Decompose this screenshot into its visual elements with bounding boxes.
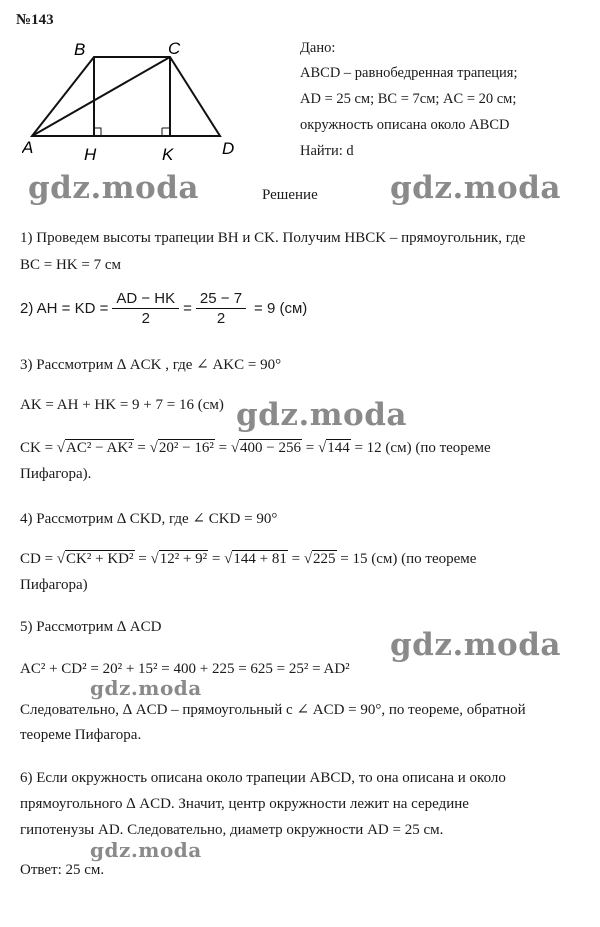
step6-line1: 6) Если окружность описана около трапеции ABCD, то она описана и около <box>20 770 506 786</box>
step5-line3: Следовательно, ∆ ACD – прямоугольный с ∠ ACD = 90°, по теореме, обратной <box>20 702 526 718</box>
watermark-4: gdz.moda <box>390 627 561 663</box>
watermark-2: gdz.moda <box>390 170 561 206</box>
fraction-25-7 <box>196 290 246 327</box>
label-h: H <box>84 145 97 164</box>
step6-line3: гипотенузы AD. Следовательно, диаметр окружности AD = 25 см. <box>20 822 444 838</box>
solution-title: Решение <box>262 187 318 203</box>
step6-line2: прямоугольного ∆ ACD. Значит, центр окружности лежит на середине <box>20 796 469 812</box>
step2-result: = 9 (см) <box>254 300 308 317</box>
label-b: B <box>74 40 86 59</box>
watermark-3: gdz.moda <box>236 397 407 433</box>
trapezoid-abcd <box>32 57 220 136</box>
watermark-6: gdz.moda <box>90 838 202 862</box>
problem-number: №143 <box>16 12 54 28</box>
diagonal-ac <box>32 57 170 136</box>
step3-line2: AK = AH + HK = 9 + 7 = 16 (см) <box>20 397 224 413</box>
sqrt-20-16: √20² − 16² <box>149 440 214 456</box>
label-d: D <box>222 139 235 158</box>
given-line-2: AD = 25 см; BC = 7см; AC = 20 см; <box>300 91 517 107</box>
step4-line1: 4) Рассмотрим ∆ CKD, где ∠ CKD = 90° <box>20 511 278 527</box>
fraction-1-numerator: AD − HK <box>112 290 179 309</box>
step2-equals: = <box>183 300 192 317</box>
given-header: Дано: <box>300 40 336 56</box>
step4-line3: Пифагора) <box>20 577 88 593</box>
label-k: K <box>162 145 174 164</box>
cd-prefix: CD = <box>20 551 57 567</box>
step4-cd-equation: CD = √CK² + KD² = √12² + 9² = √144 + 81 = √225 = 15 (см) (по теореме <box>20 551 477 567</box>
step1-line2: BC = HK = 7 см <box>20 257 121 273</box>
step2-prefix: 2) AH = KD = <box>20 300 109 317</box>
step5-line4: теореме Пифагора. <box>20 727 142 743</box>
given-line-1: ABCD – равнобедренная трапеция; <box>300 65 518 81</box>
sqrt-144: √144 <box>317 440 350 456</box>
sqrt-225: √225 <box>303 551 336 567</box>
step2-equation <box>20 290 307 327</box>
sqrt-ck-kd: √CK² + KD² <box>56 551 134 567</box>
fraction-ad-hk <box>112 290 179 327</box>
step3-ck-equation: CK = √AC² − AK² = √20² − 16² = √400 − 256 = √144 = 12 (см) (по теореме <box>20 440 491 456</box>
trapezoid-figure <box>22 38 252 166</box>
sqrt-12-9: √12² + 9² <box>150 551 208 567</box>
label-c: C <box>168 39 181 58</box>
step1-line1: 1) Проведем высоты трапеции BH и CK. Получим HBCK – прямоугольник, где <box>20 230 526 246</box>
sqrt-ac-ak: √AC² − AK² <box>56 440 133 456</box>
given-find: Найти: d <box>300 143 354 159</box>
answer: Ответ: 25 см. <box>20 862 105 878</box>
right-angle-mark-h <box>94 128 101 136</box>
ck-prefix: CK = <box>20 440 57 456</box>
watermark-1: gdz.moda <box>28 170 199 206</box>
watermark-5: gdz.moda <box>90 676 202 700</box>
label-a: A <box>22 138 34 157</box>
given-line-3: окружность описана около ABCD <box>300 117 510 133</box>
step5-line1: 5) Рассмотрим ∆ ACD <box>20 619 162 635</box>
step3-line1: 3) Рассмотрим ∆ ACK , где ∠ AKC = 90° <box>20 357 282 373</box>
fraction-2-denominator: 2 <box>216 310 226 327</box>
cd-result: = 15 (см) (по теореме <box>336 551 477 567</box>
ck-result: = 12 (см) (по теореме <box>350 440 491 456</box>
fraction-2-numerator: 25 − 7 <box>196 290 246 309</box>
step3-line4: Пифагора). <box>20 466 92 482</box>
fraction-1-denominator: 2 <box>141 310 150 327</box>
sqrt-400-256: √400 − 256 <box>230 440 302 456</box>
step5-line2: AC² + CD² = 20² + 15² = 400 + 225 = 625 = 25² = AD² <box>20 661 350 677</box>
sqrt-144-81: √144 + 81 <box>224 551 287 567</box>
